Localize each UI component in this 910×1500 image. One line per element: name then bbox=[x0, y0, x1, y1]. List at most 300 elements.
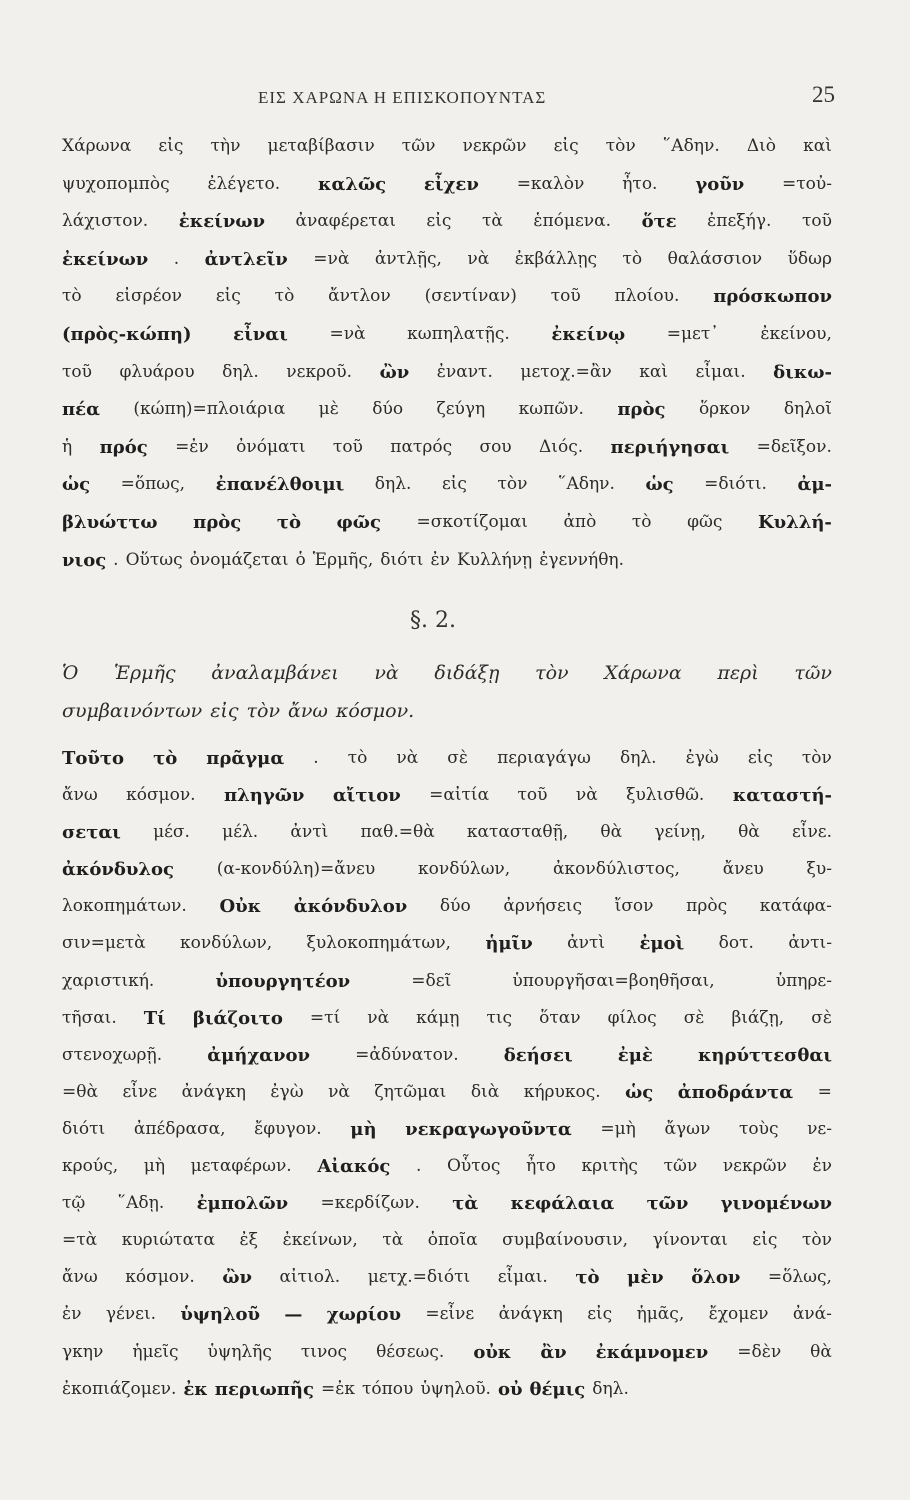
word: τῶν bbox=[401, 136, 436, 156]
word: κωπῶν. bbox=[518, 399, 584, 420]
bold-term: Οὐκ bbox=[219, 896, 262, 918]
text-line bbox=[62, 925, 832, 962]
word: τοὺς bbox=[738, 1118, 779, 1139]
word: εἶμαι. bbox=[695, 361, 746, 382]
bold-term: γινομένων bbox=[720, 1193, 832, 1215]
word: εἰς bbox=[587, 1304, 613, 1325]
word: ἐξ bbox=[239, 1230, 259, 1251]
word: . bbox=[173, 248, 180, 269]
page-header bbox=[0, 82, 910, 114]
word: πλοίου. bbox=[614, 286, 680, 307]
word: ὀνομάζεται bbox=[189, 549, 289, 570]
word: ὑψηλῆς bbox=[207, 1341, 272, 1362]
bold-term: πρὸς bbox=[617, 399, 666, 421]
word: =νὰ bbox=[313, 248, 350, 269]
word: ἐκβάλλῃς bbox=[514, 248, 598, 269]
word: σου bbox=[479, 436, 512, 457]
word: μέλ. bbox=[222, 822, 259, 843]
word: ἡμᾶς, bbox=[636, 1304, 685, 1325]
word: τοῦ bbox=[517, 785, 548, 806]
word: σὲ bbox=[683, 1007, 705, 1028]
word: λοκοπημάτων. bbox=[62, 896, 187, 917]
word: τὸν bbox=[801, 1230, 832, 1251]
word: στενοχωρῇ. bbox=[62, 1044, 163, 1065]
word: μὴ bbox=[143, 1156, 165, 1177]
word: =διότι. bbox=[704, 474, 767, 495]
text-line bbox=[62, 1185, 832, 1222]
word: ἄνω bbox=[62, 1267, 98, 1288]
word: θὰ bbox=[738, 822, 760, 843]
word: λάχιστον. bbox=[62, 211, 149, 232]
word: χαριστική. bbox=[62, 970, 155, 991]
bold-term: εἶχεν bbox=[423, 173, 479, 195]
bold-term: ἐκείνῳ bbox=[551, 323, 626, 345]
word: ἐγεννήθη. bbox=[539, 549, 625, 570]
word: . bbox=[313, 748, 319, 768]
word: τὸν bbox=[246, 700, 281, 722]
word: ὕδωρ bbox=[787, 248, 832, 269]
word: καὶ bbox=[639, 361, 668, 382]
word: Ἑρμῆς bbox=[114, 662, 176, 684]
word: ἐγὼ bbox=[685, 748, 719, 768]
word: . bbox=[113, 549, 119, 570]
running-title: ΕΙΣ ΧΑΡΩΝΑ Η ΕΠΙΣΚΟΠΟΥΝΤΑΣ bbox=[258, 88, 547, 107]
word: =μὴ bbox=[600, 1118, 636, 1139]
text-line bbox=[62, 316, 832, 354]
word: τοῦ bbox=[332, 436, 363, 457]
bold-term: θέμις bbox=[529, 1378, 586, 1400]
word: =τί bbox=[309, 1007, 341, 1028]
word: ὅρκον bbox=[698, 399, 751, 420]
word: νε- bbox=[807, 1118, 832, 1139]
word: εἰς bbox=[426, 211, 452, 232]
bold-term: Κυλλή- bbox=[757, 511, 832, 533]
word: ἀπέδρασα, bbox=[133, 1118, 226, 1139]
bold-term: βιάζοιτο bbox=[192, 1007, 283, 1029]
word: Διός. bbox=[539, 436, 584, 457]
bold-term: εἶναι bbox=[233, 323, 288, 345]
word: φίλος bbox=[607, 1007, 657, 1028]
word: τὸ bbox=[347, 748, 368, 768]
word: ἐν bbox=[430, 549, 450, 570]
page-number: 25 bbox=[812, 82, 835, 107]
word: κωπηλατῇς. bbox=[407, 323, 510, 344]
word: τὸν bbox=[605, 136, 636, 156]
word: =δὲν bbox=[737, 1341, 782, 1362]
word: σιν=μετὰ bbox=[62, 933, 146, 954]
text-line bbox=[62, 241, 832, 279]
bold-term: ὢν bbox=[222, 1267, 252, 1289]
bold-term: μὴ bbox=[350, 1118, 377, 1140]
bold-term: Τοῦτο bbox=[62, 748, 125, 769]
bold-term: ἀμήχανον bbox=[207, 1044, 311, 1066]
word: ἄνω bbox=[62, 785, 98, 806]
word: εἰς bbox=[553, 136, 579, 156]
word: εἶνε. bbox=[791, 822, 832, 843]
word: διδάξῃ bbox=[434, 662, 500, 684]
word: ἑπόμενα. bbox=[533, 211, 612, 232]
text-line bbox=[62, 814, 832, 851]
word: εἰς bbox=[158, 136, 184, 156]
bold-term: ὡς bbox=[625, 1081, 654, 1103]
word: (α-κονδύλη)=ἄνευ bbox=[216, 859, 376, 880]
summary-line bbox=[62, 654, 832, 692]
text-line bbox=[62, 1037, 832, 1074]
word: κριτὴς bbox=[581, 1156, 638, 1177]
word: ζεύγη bbox=[436, 399, 486, 420]
word: =ὅλως, bbox=[767, 1267, 832, 1288]
text-line bbox=[62, 429, 832, 467]
text-line bbox=[62, 888, 832, 925]
bold-term: ἐκάμνομεν bbox=[595, 1341, 709, 1363]
bold-term: Αἰακός bbox=[317, 1156, 391, 1178]
bold-term: ἀκόνδυλος bbox=[62, 859, 174, 881]
word: =ἀδύνατον. bbox=[355, 1044, 459, 1065]
word: κήρυκος. bbox=[523, 1081, 601, 1102]
text-line bbox=[62, 1296, 832, 1333]
word: ἐκείνων, bbox=[282, 1230, 358, 1251]
word: =ἐκ bbox=[320, 1378, 355, 1399]
word: ἦτο. bbox=[622, 173, 658, 194]
bold-term: ὢν bbox=[379, 361, 410, 383]
word: ἀναφέρεται bbox=[295, 211, 396, 232]
word: σὲ bbox=[811, 1007, 832, 1028]
text-line bbox=[62, 963, 832, 1000]
word: Χάρωνα bbox=[604, 662, 682, 684]
bold-term: τὸ bbox=[276, 511, 301, 533]
word: ζητῶμαι bbox=[374, 1081, 447, 1102]
word: . bbox=[415, 1156, 422, 1177]
word: ἀρνήσεις bbox=[503, 896, 582, 917]
word: ἀντὶ bbox=[290, 822, 329, 843]
word: εἰς bbox=[752, 1230, 778, 1251]
word: θὰ bbox=[600, 822, 623, 843]
text-line bbox=[62, 278, 832, 316]
word: πρὸς bbox=[686, 896, 728, 917]
word: διότι bbox=[380, 549, 424, 570]
word: καὶ bbox=[803, 136, 832, 156]
bold-term: — bbox=[284, 1304, 303, 1326]
word: μέσ. bbox=[153, 822, 190, 843]
word: κονδύλων, bbox=[179, 933, 273, 954]
word: γκην bbox=[62, 1341, 104, 1362]
word: εἶμαι. bbox=[497, 1267, 548, 1288]
word: = bbox=[817, 1081, 832, 1102]
text-line bbox=[62, 777, 832, 814]
word: φλυάρου bbox=[119, 361, 195, 382]
word: μὲ bbox=[318, 399, 339, 420]
word: =καλὸν bbox=[516, 173, 585, 194]
bold-term: πληγῶν bbox=[224, 785, 305, 807]
bold-term: νεκραγωγοῦντα bbox=[405, 1118, 572, 1140]
text-line bbox=[62, 740, 832, 777]
word: δηλοῖ bbox=[783, 399, 832, 420]
word: νεκρῶν bbox=[722, 1156, 787, 1177]
word: θὰ bbox=[810, 1341, 832, 1362]
commentary-section-1 bbox=[62, 128, 832, 579]
word: κάμῃ bbox=[416, 1007, 460, 1028]
word: ὑπηρε- bbox=[775, 970, 832, 991]
word: (κώπη)=πλοιάρια bbox=[133, 399, 286, 420]
word: κρούς, bbox=[62, 1156, 119, 1177]
word: Ἑρμῆς, bbox=[312, 549, 374, 570]
bold-term: ἂν bbox=[540, 1341, 567, 1363]
word: τὸ bbox=[631, 511, 652, 532]
word: νὰ bbox=[467, 248, 490, 269]
word: =θὰ bbox=[62, 1081, 98, 1102]
word: τῆσαι. bbox=[62, 1007, 117, 1028]
bold-term: πρὸς bbox=[193, 511, 242, 533]
word: τὸ bbox=[62, 286, 82, 307]
bold-term: ἐμοὶ bbox=[639, 933, 685, 955]
word: θέσεως. bbox=[376, 1341, 445, 1362]
word: νὰ bbox=[367, 1007, 390, 1028]
word: εἰς bbox=[210, 700, 239, 722]
word: ἀνάγκη bbox=[498, 1304, 563, 1325]
bold-term: φῶς bbox=[336, 511, 381, 533]
word: ξυλοκοπημάτων, bbox=[306, 933, 451, 954]
word: ξυλισθῶ. bbox=[626, 785, 705, 806]
bold-term: ἀποδράντα bbox=[677, 1081, 794, 1103]
word: μεταβίβασιν bbox=[267, 136, 375, 156]
word: Οὗτος bbox=[447, 1156, 501, 1177]
word: τόπου bbox=[361, 1378, 414, 1399]
word: ξυ- bbox=[806, 859, 832, 880]
word: πατρός bbox=[390, 436, 453, 457]
word: ἄγων bbox=[664, 1118, 711, 1139]
word: Διὸ bbox=[746, 136, 777, 156]
bold-term: κεφάλαια bbox=[510, 1193, 615, 1215]
word: ἐν bbox=[62, 1304, 82, 1325]
text-line bbox=[62, 203, 832, 241]
text-line bbox=[62, 1259, 832, 1296]
word: νὰ bbox=[575, 785, 598, 806]
word: νεκρῶν bbox=[462, 136, 527, 156]
word: ῞Αδην. bbox=[662, 136, 720, 156]
bold-term: δικω- bbox=[773, 361, 832, 383]
text-line bbox=[62, 1111, 832, 1148]
word: ἀκονδύλιστος, bbox=[553, 859, 680, 880]
word: ἴσον bbox=[614, 896, 654, 917]
word: τὰ bbox=[382, 1230, 404, 1251]
summary-line bbox=[62, 692, 832, 730]
word: ὀνόματι bbox=[236, 436, 306, 457]
word: Οὕτως bbox=[125, 549, 183, 570]
word: ἀπὸ bbox=[563, 511, 597, 532]
word: τις bbox=[486, 1007, 513, 1028]
bold-term: ὑπουργητέον bbox=[215, 970, 351, 992]
word: =δεῖξον. bbox=[756, 436, 832, 457]
commentary-section-2 bbox=[62, 740, 832, 1408]
bold-term: νιος bbox=[62, 549, 107, 571]
word: δύο bbox=[439, 896, 471, 917]
text-line bbox=[62, 542, 832, 580]
word: εἰσρέον bbox=[115, 286, 182, 307]
text-line bbox=[62, 1000, 832, 1037]
word: ῞Αδην. bbox=[557, 474, 615, 495]
word: δοτ. bbox=[718, 933, 754, 954]
bold-term: ἀντλεῖν bbox=[204, 248, 288, 270]
bold-term: τὰ bbox=[452, 1193, 479, 1215]
word: ἐκοπιάζομεν. bbox=[62, 1378, 177, 1399]
text-line bbox=[62, 1371, 832, 1408]
bold-term: καταστή- bbox=[732, 785, 832, 807]
word: ἀνά- bbox=[792, 1304, 832, 1325]
word: νὰ bbox=[374, 662, 399, 684]
bold-term: αἴτιον bbox=[332, 785, 401, 807]
word: ἐπεξήγ. bbox=[707, 211, 772, 232]
word: φῶς bbox=[687, 511, 723, 532]
word: κυριώτατα bbox=[121, 1230, 215, 1251]
text-line bbox=[62, 1222, 832, 1259]
word: μετχ.=διότι bbox=[367, 1267, 471, 1288]
bold-term: πρός bbox=[99, 436, 148, 458]
text-line bbox=[62, 504, 832, 542]
text-line bbox=[62, 354, 832, 392]
word: =σκοτίζομαι bbox=[416, 511, 528, 532]
word: γείνῃ, bbox=[654, 822, 706, 843]
word: =τοὐ- bbox=[782, 173, 832, 194]
word: κατάφα- bbox=[759, 896, 832, 917]
word: =ὅπως, bbox=[120, 474, 186, 495]
bold-term: ἐμὲ bbox=[617, 1044, 653, 1066]
word: κατασταθῇ, bbox=[466, 822, 569, 843]
word: =τὰ bbox=[62, 1230, 98, 1251]
word: ἦτο bbox=[526, 1156, 556, 1177]
bold-term: κηρύττεσθαι bbox=[697, 1044, 832, 1066]
word: δηλ. bbox=[592, 1378, 629, 1399]
word: ῞Αδῃ. bbox=[117, 1193, 165, 1214]
bold-term: τῶν bbox=[646, 1193, 689, 1215]
word: ἐναντ. bbox=[436, 361, 493, 382]
word: κόσμον. bbox=[335, 700, 415, 722]
word: μετοχ.=ἂν bbox=[520, 361, 612, 382]
word: γίνονται bbox=[652, 1230, 728, 1251]
section-summary bbox=[62, 654, 832, 730]
bold-term: γοῦν bbox=[695, 173, 745, 195]
bold-term: Τί bbox=[143, 1007, 166, 1029]
word: ὑψηλοῦ. bbox=[420, 1378, 491, 1399]
text-line bbox=[62, 128, 832, 166]
bold-term: πρόσκωπον bbox=[713, 286, 832, 308]
bold-term: οὐ bbox=[497, 1378, 523, 1400]
text-line bbox=[62, 1074, 832, 1111]
word: τῶν bbox=[794, 662, 832, 684]
bold-term: ἀκόνδυλον bbox=[293, 896, 408, 918]
text-line bbox=[62, 391, 832, 429]
word: ἀντλῇς, bbox=[374, 248, 442, 269]
word: Ὁ bbox=[62, 662, 79, 684]
bold-term: περιωπῆς bbox=[214, 1378, 314, 1400]
word: ὅταν bbox=[539, 1007, 581, 1028]
word: Χάρωνα bbox=[62, 136, 132, 156]
word: τοῦ bbox=[550, 286, 581, 307]
bold-term: ἡμῖν bbox=[485, 933, 533, 955]
word: τὸ bbox=[622, 248, 643, 269]
text-line bbox=[62, 851, 832, 888]
word: δηλ. bbox=[374, 474, 412, 495]
word: =δεῖ bbox=[411, 970, 452, 991]
bold-term: ἐκείνων bbox=[178, 211, 265, 233]
bold-term: χωρίου bbox=[326, 1304, 401, 1326]
word: εἰς bbox=[747, 748, 773, 768]
text-line bbox=[62, 166, 832, 204]
bold-term: τὸ bbox=[153, 748, 178, 769]
word: σὲ bbox=[447, 748, 469, 768]
word: =εἶνε bbox=[425, 1304, 475, 1325]
word: τοῦ bbox=[62, 361, 92, 382]
word: ἀντὶ bbox=[567, 933, 606, 954]
word: μεταφέρων. bbox=[190, 1156, 292, 1177]
bold-term: ἐκείνων bbox=[62, 248, 149, 270]
bold-term: (πρὸς-κώπη) bbox=[62, 323, 192, 345]
bold-term: ὡς bbox=[62, 474, 91, 496]
word: ὑπουργῆσαι=βοηθῆσαι, bbox=[512, 970, 715, 991]
word: ἔχομεν bbox=[708, 1304, 769, 1325]
word: (σεντίναν) bbox=[424, 286, 517, 307]
word: τῷ bbox=[62, 1193, 86, 1214]
word: τὸ bbox=[274, 286, 295, 307]
word: τοῦ bbox=[801, 211, 832, 232]
word: τῶν bbox=[663, 1156, 698, 1177]
text-line bbox=[62, 1334, 832, 1371]
bold-term: μὲν bbox=[627, 1267, 664, 1289]
word: κόσμον. bbox=[126, 785, 196, 806]
bold-term: ὅτε bbox=[641, 211, 677, 233]
word: διὰ bbox=[470, 1081, 500, 1102]
word: εἰς bbox=[441, 474, 467, 495]
word: ἐν bbox=[812, 1156, 832, 1177]
bold-term: τὸ bbox=[575, 1267, 600, 1289]
word: νὰ bbox=[396, 748, 419, 768]
text-line bbox=[62, 1148, 832, 1185]
word: =αἰτία bbox=[429, 785, 490, 806]
word: παθ.=θὰ bbox=[360, 822, 435, 843]
bold-term: περιήγησαι bbox=[610, 436, 730, 458]
word: τὴν bbox=[210, 136, 241, 156]
word: βιάζῃ, bbox=[731, 1007, 785, 1028]
word: συμβαινόντων bbox=[62, 700, 203, 722]
bold-term: ὅλον bbox=[691, 1267, 741, 1289]
text-line bbox=[62, 466, 832, 504]
word: δηλ. bbox=[222, 361, 259, 382]
word: γένει. bbox=[105, 1304, 157, 1325]
word: ἐλέγετο. bbox=[207, 173, 281, 194]
bold-term: ἀμ- bbox=[797, 474, 832, 496]
word: διότι bbox=[62, 1118, 106, 1139]
word: εἰς bbox=[215, 286, 241, 307]
bold-term: οὐκ bbox=[473, 1341, 512, 1363]
word: =κερδίζων. bbox=[320, 1193, 420, 1214]
word: αἰτιολ. bbox=[279, 1267, 341, 1288]
word: ἐκείνου, bbox=[760, 323, 832, 344]
word: ὁποῖα bbox=[427, 1230, 478, 1251]
word: ψυχοπομπὸς bbox=[62, 173, 170, 194]
bold-term: ἐμπολῶν bbox=[196, 1193, 289, 1215]
bold-term: ὡς bbox=[645, 474, 674, 496]
word: θαλάσσιον bbox=[667, 248, 763, 269]
bold-term: σεται bbox=[62, 822, 121, 844]
word: ἀναλαμβάνει bbox=[211, 662, 339, 684]
word: ἀντι- bbox=[788, 933, 832, 954]
bold-term: δεήσει bbox=[503, 1044, 573, 1066]
bold-term: ἐπανέλθοιμι bbox=[215, 474, 345, 496]
section-number: §. 2. bbox=[410, 608, 456, 633]
word: ἄνευ bbox=[722, 859, 764, 880]
word: ἔφυγον. bbox=[254, 1118, 322, 1139]
word: τὸν bbox=[497, 474, 528, 495]
bold-term: πέα bbox=[62, 399, 100, 421]
